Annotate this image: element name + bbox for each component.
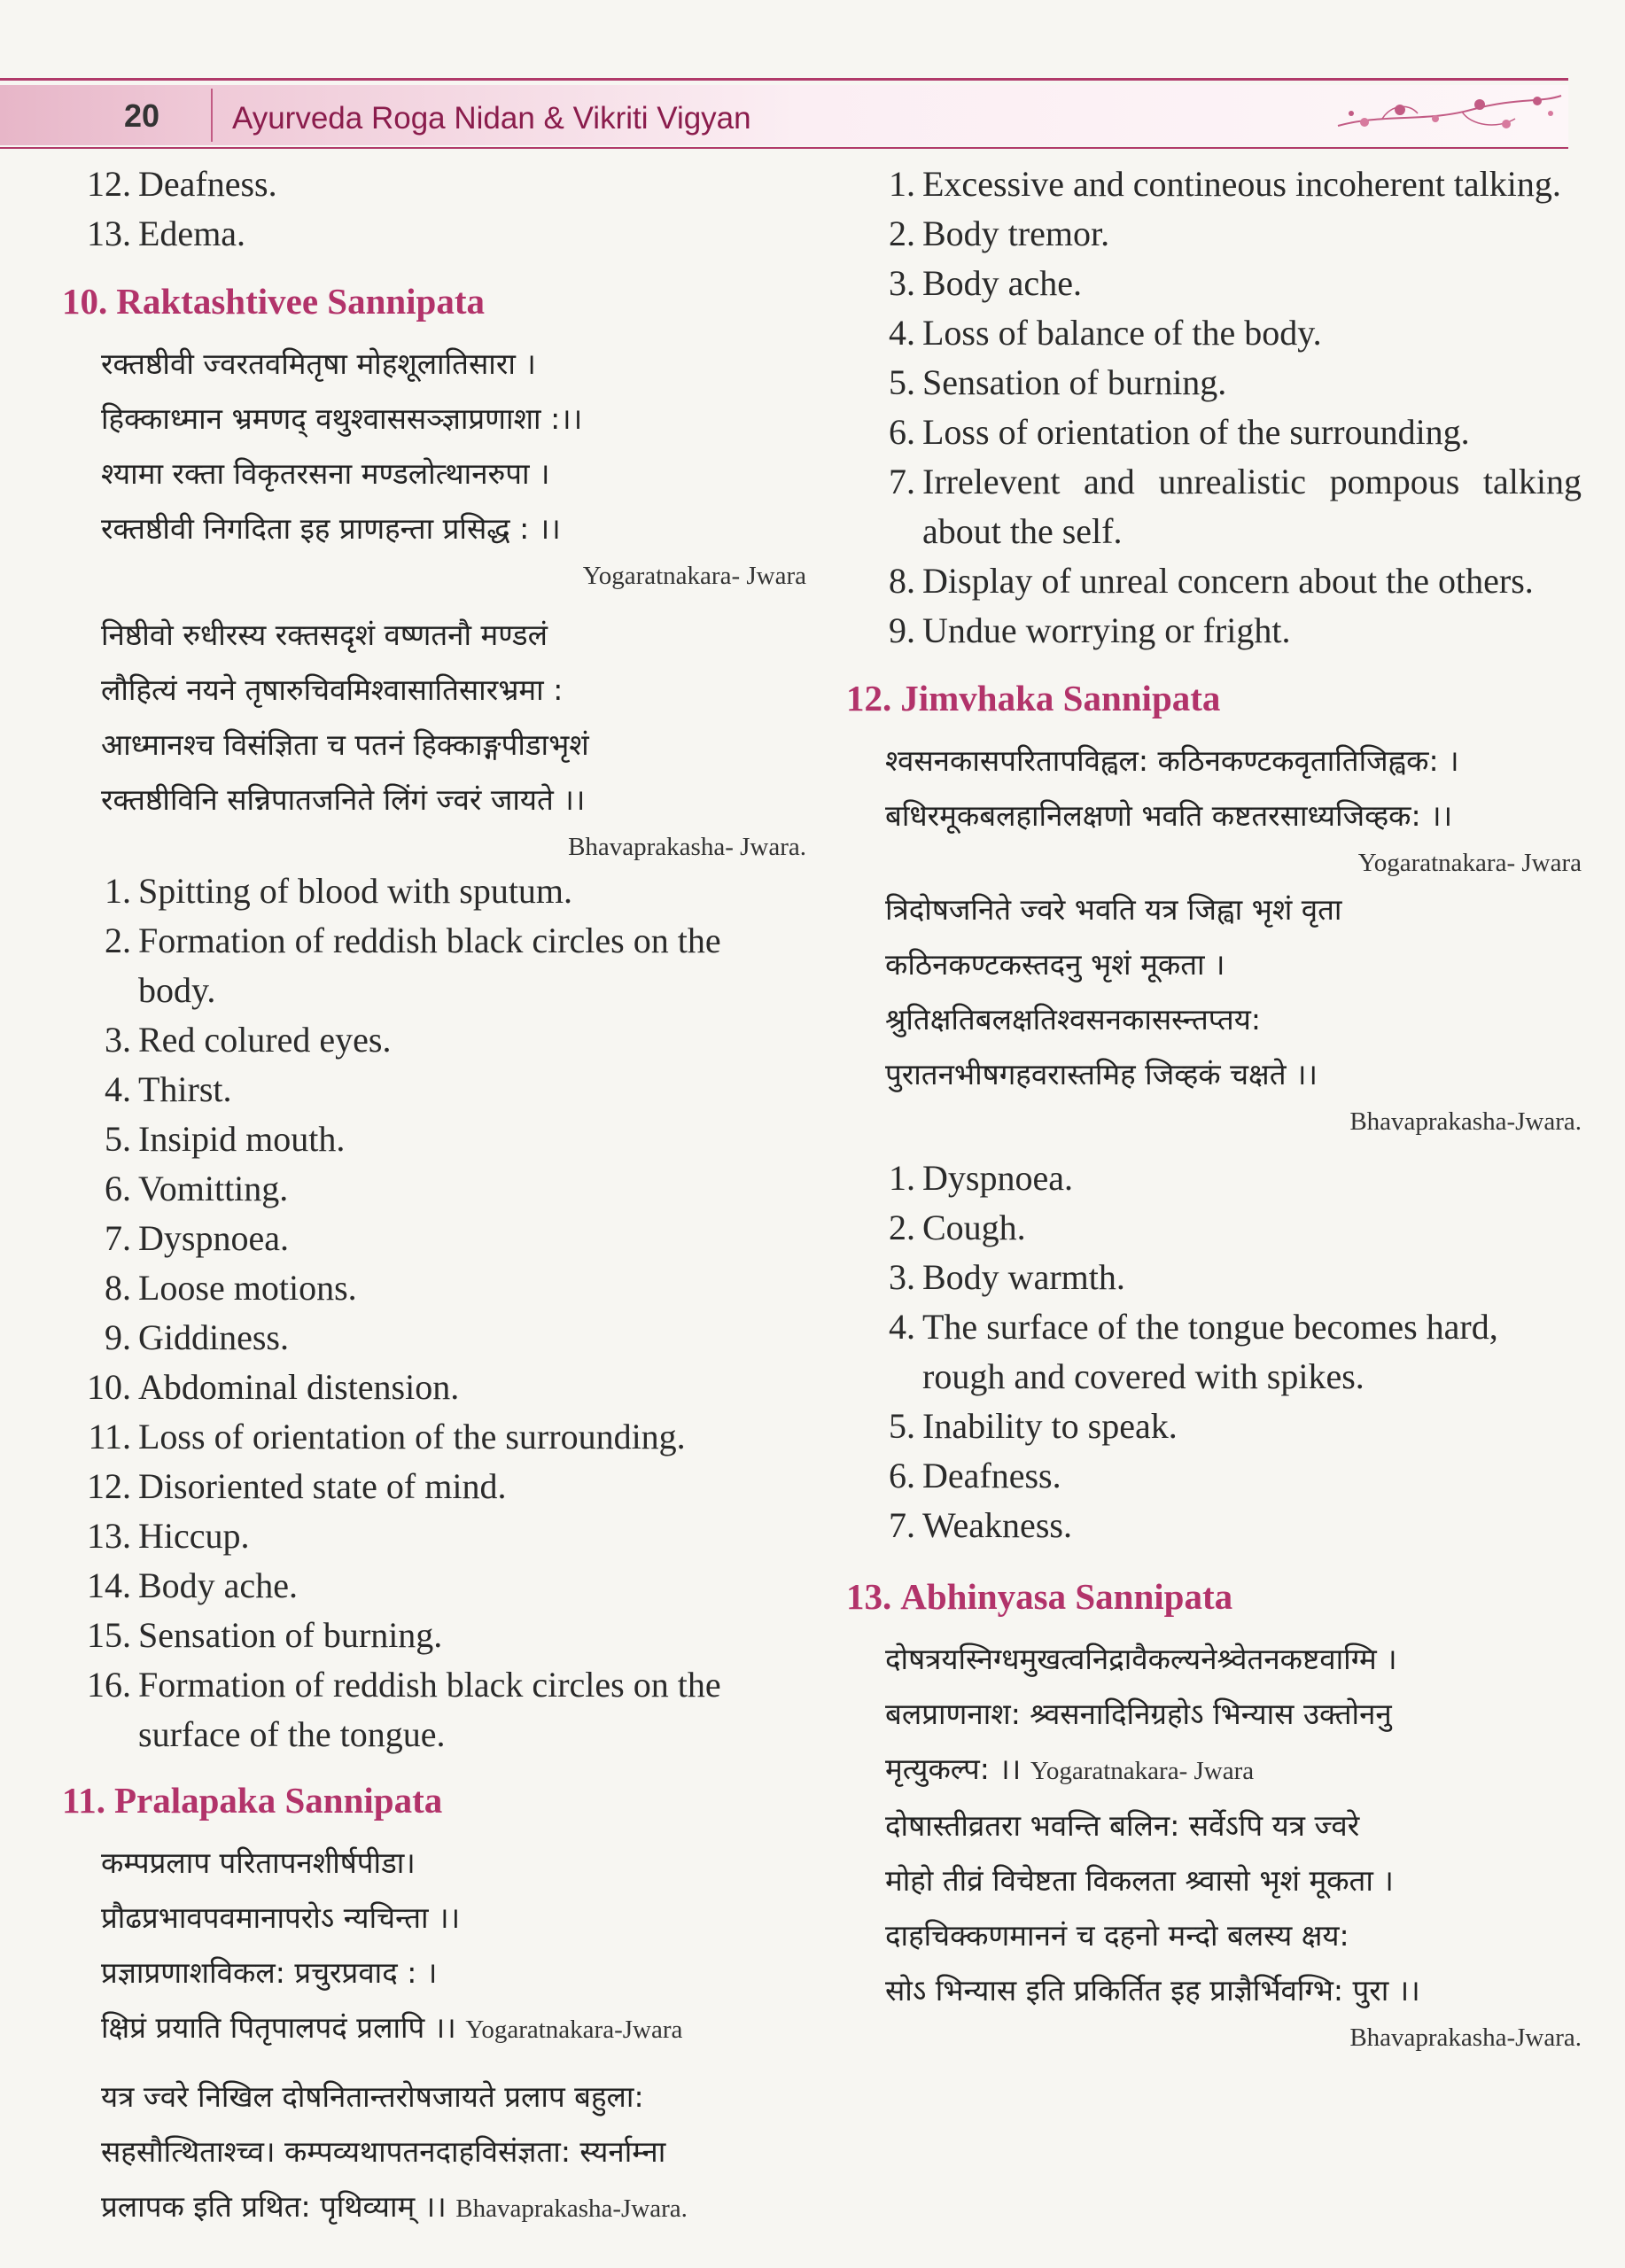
list-item: 15. Sensation of burning.	[87, 1615, 443, 1655]
verse-block: श्वसनकासपरितापविह्वल: कठिनकण्टकवृतातिजिह्वक: । बधिरमूकबलहानिलक्षणो भवति कष्टतरसाध्यजिव्हक: ।।	[885, 743, 1459, 833]
source-citation: Yogaratnakara-Jwara	[465, 2016, 683, 2044]
list-item: 3. Red colured eyes.	[105, 1020, 392, 1060]
list-item: 6. Loss of orientation of the surrounding.	[889, 412, 1470, 452]
header-rule-bottom	[0, 147, 1568, 149]
section-heading: 13. Abhinyasa Sannipata	[846, 1576, 1233, 1617]
list-item: 8. Loose motions.	[105, 1268, 357, 1308]
list-item: 6. Vomitting.	[105, 1169, 289, 1208]
list-item: 9. Giddiness.	[105, 1317, 289, 1357]
list-item: 14. Body ache.	[87, 1565, 298, 1605]
list-item: 3. Body warmth.	[889, 1257, 1125, 1297]
left-column	[62, 159, 806, 2236]
list-item: 4. Thirst.	[105, 1069, 232, 1109]
list-item: 11. Loss of orientation of the surrounding.	[88, 1417, 686, 1456]
list-item: 12. Disoriented state of mind.	[87, 1466, 507, 1506]
list-item: 5. Inability to speak.	[889, 1406, 1178, 1446]
source-citation: Bhavaprakasha- Jwara.	[568, 833, 806, 861]
header-rule-top	[0, 78, 1568, 81]
list-item: 12. Deafness.	[87, 164, 277, 204]
source-citation: Bhavaprakasha-Jwara.	[1349, 1107, 1582, 1136]
verse-block: यत्र ज्वरे निखिल दोषनितान्तरोषजायते प्रलाप बहुला: सहसौत्थिताश्च्व। कम्पव्यथापतनदाहविसंज्ञता: स्यर्नाम्ना प्रलापक इति प्रथित: पृथिव्याम् ।। Bhavaprakasha-Jwara.	[101, 2079, 688, 2224]
list-item: 7. Dyspnoea.	[105, 1218, 289, 1258]
list-item: 1. Spitting of blood with sputum.	[105, 871, 573, 911]
list-item: 3. Body ache.	[889, 263, 1082, 303]
list-item: 6. Deafness.	[889, 1456, 1061, 1495]
header-divider	[211, 89, 213, 142]
verse-block: दोषत्रयस्निग्धमुखत्वनिद्रावैकल्यनेश्र्वेतनकष्टवाग्मि । बलप्राणनाश: श्र्वसनादिनिग्रहोऽ भिन्यास उक्तोननु मृत्युकल्प: ।। Yogaratnakara- Jwara दोषास्तीव्रतरा भवन्ति बलिन: सर्वेऽपि यत्र ज्वरे मोहो तीव्रं विचेष्टता विकलता श्र्वासो भृशं मूकता । दाहचिक्कणमाननं च दहनो मन्दो बलस्य क्षय: सोऽ भिन्यास इति प्रकिर्तित इह प्राज्ञैर्भिवग्भि: पुरा ।।	[885, 1642, 1420, 2008]
list-item: 1. Dyspnoea.	[889, 1158, 1073, 1198]
list-item: 2. Body tremor.	[889, 214, 1110, 253]
list-item: 2. Cough.	[889, 1208, 1026, 1247]
page-number: 20	[124, 97, 160, 134]
book-title: Ayurveda Roga Nidan & Vikriti Vigyan	[232, 101, 751, 136]
list-item: 4. Loss of balance of the body.	[889, 313, 1322, 353]
symptom-list	[846, 159, 1582, 656]
source-citation: Yogaratnakara- Jwara	[1030, 1757, 1255, 1785]
list-item: 10. Abdominal distension.	[87, 1367, 460, 1407]
verse-block: निष्ठीवो रुधीरस्य रक्तसदृशं वष्णतनौ मण्डलं लौहित्यं नयने तृषारुचिवमिश्वासातिसारभ्रमा : आध्मानश्च विसंज्ञिता च पतनं हिक्काङ्गपीडाभृशं रक्तष्ठीविनि सन्निपातजनिते लिंगं ज्वरं जायते ।।	[101, 617, 589, 817]
source-citation: Yogaratnakara- Jwara	[582, 562, 806, 590]
floral-ornament-icon	[1329, 87, 1568, 144]
list-item: 7. Irrelevent and unrealistic pompous talking about the self.	[889, 462, 1582, 551]
list-item: 5. Sensation of burning.	[889, 362, 1227, 402]
list-item: 9. Undue worrying or fright.	[889, 610, 1291, 650]
list-item: 8. Display of unreal concern about the others.	[889, 561, 1534, 601]
list-item: 13. Edema.	[87, 214, 246, 253]
list-item: 13. Hiccup.	[87, 1516, 250, 1556]
source-citation: Yogaratnakara- Jwara	[1357, 849, 1582, 877]
symptom-list	[62, 866, 806, 1759]
list-item: 1. Excessive and contineous incoherent talking.	[889, 164, 1561, 204]
list-item: 2. Formation of reddish black circles on the body.	[105, 920, 721, 1010]
verse-block: त्रिदोषजनिते ज्वरे भवति यत्र जिह्वा भृशं वृता कठिनकण्टकस्तदनु भृशं मूकता । श्रुतिक्षतिबलक्षतिश्वसनकासस्न्तप्तय: पुरातनभीषगहवरास्तमिह जिव्हकं चक्षते ।।	[885, 892, 1342, 1091]
list-item: 4. The surface of the tongue becomes hard, rough and covered with spikes.	[889, 1307, 1498, 1396]
section-heading: 10. Raktashtivee Sannipata	[62, 281, 486, 322]
section-heading: 12. Jimvhaka Sannipata	[846, 678, 1221, 718]
verse-block: कम्पप्रलाप परितापनशीर्षपीडा। प्रौढप्रभावपवमानापरोऽ न्यचिन्ता ।। प्रज्ञाप्रणाशविकल: प्रचुरप्रवाद : । क्षिप्रं प्रयाति पितृपालपदं प्रलापि ।। Yogaratnakara-Jwara	[101, 1845, 683, 2045]
source-citation: Bhavaprakasha-Jwara.	[1349, 2023, 1582, 2052]
section-heading: 11. Pralapaka Sannipata	[62, 1780, 443, 1821]
list-item: 5. Insipid mouth.	[105, 1119, 346, 1159]
list-item: 16. Formation of reddish black circles on the surface of the tongue.	[87, 1665, 721, 1754]
right-column	[846, 159, 1582, 2057]
symptom-list	[846, 1153, 1582, 1550]
verse-block: रक्तष्ठीवी ज्वरतवमितृषा मोहशूलातिसारा । हिक्काध्मान भ्रमणद् वथुश्वाससञ्ज्ञाप्रणाशा :।। श्यामा रक्ता विकृतरसना मण्डलोत्थानरुपा । रक्तष्ठीवी निगदिता इह प्राणहन्ता प्रसिद्ध : ।।	[101, 346, 583, 546]
source-citation: Bhavaprakasha-Jwara.	[455, 2194, 688, 2223]
list-item: 7. Weakness.	[889, 1505, 1072, 1545]
